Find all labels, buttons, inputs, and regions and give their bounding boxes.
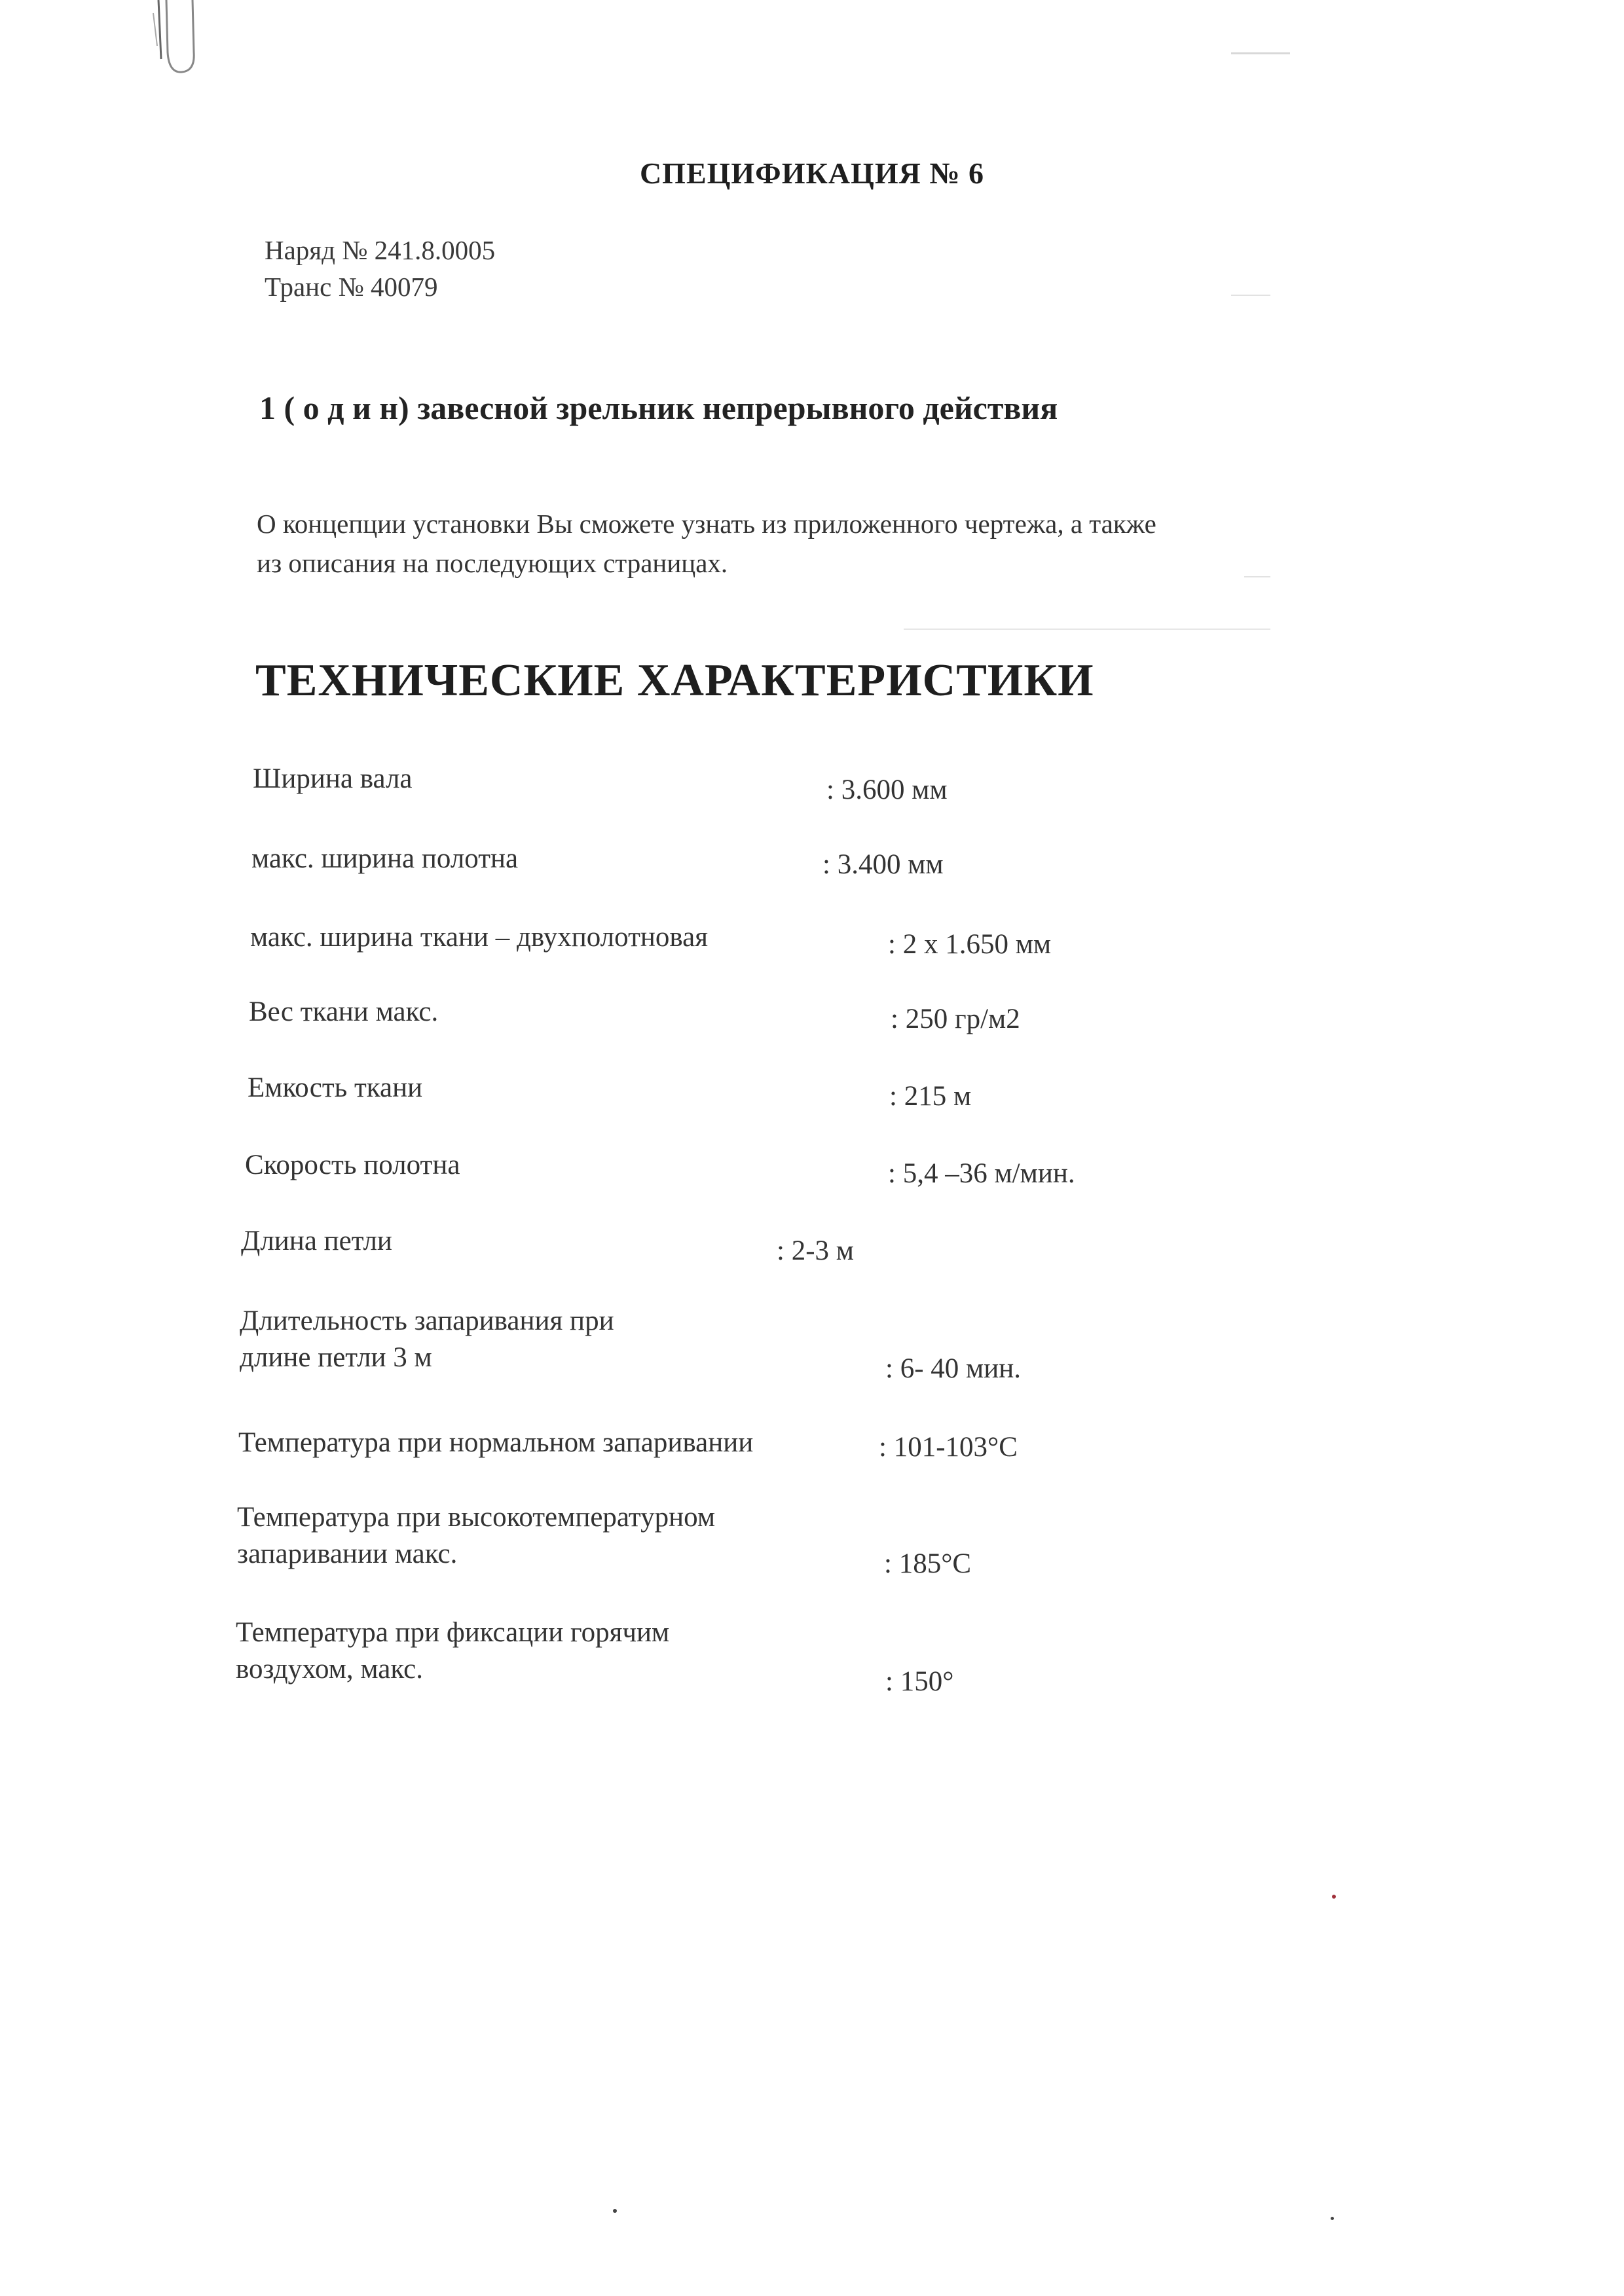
document-title: СПЕЦИФИКАЦИЯ № 6 <box>639 156 985 190</box>
spec-value: : 5,4 –36 м/мин. <box>888 1158 1075 1189</box>
spec-label: Вес ткани макс. <box>249 996 439 1027</box>
spec-label: Температура при нормальном запаривании <box>238 1427 754 1458</box>
scan-speck <box>1332 1895 1336 1899</box>
spec-label: Температура при фиксации горячим воздухом, макс. <box>236 1617 670 1685</box>
scan-noise <box>1244 576 1270 577</box>
spec-value: : 2 х 1.650 мм <box>888 929 1052 960</box>
spec-label: Температура при высокотемпературном запаривании макс. <box>237 1502 716 1569</box>
item-heading: 1 ( о д и н) завесной зрельник непрерывного действия <box>259 390 1058 426</box>
spec-value: : 150° <box>885 1666 954 1697</box>
spec-value: : 250 гр/м2 <box>891 1004 1020 1034</box>
intro-line-2: из описания на последующих страницах. <box>257 548 728 578</box>
scan-noise <box>904 629 1270 630</box>
scan-noise <box>1231 52 1290 54</box>
intro-line-1: О концепции установки Вы сможете узнать из приложенного чертежа, а также <box>257 509 1156 539</box>
specs-heading: ТЕХНИЧЕСКИЕ ХАРАКТЕРИСТИКИ <box>255 655 1094 706</box>
order-number: Наряд № 241.8.0005 <box>265 235 496 265</box>
spec-value: : 3.400 мм <box>822 849 944 880</box>
scan-noise <box>1231 295 1270 296</box>
spec-label: Длина петли <box>241 1226 392 1256</box>
spec-label: макс. ширина полотна <box>251 843 519 874</box>
spec-label: Ширина вала <box>253 763 413 794</box>
spec-value: : 2-3 м <box>777 1235 854 1266</box>
trans-number: Транс № 40079 <box>265 272 438 302</box>
spec-value: : 6- 40 мин. <box>885 1353 1022 1384</box>
spec-label: Скорость полотна <box>245 1150 460 1180</box>
staple-mark-icon <box>152 0 204 79</box>
scan-speck <box>1331 2217 1334 2220</box>
spec-value: : 101-103°С <box>879 1432 1018 1463</box>
spec-value: : 185°С <box>884 1548 972 1579</box>
spec-label: Емкость ткани <box>248 1072 423 1103</box>
spec-label: Длительность запаривания при длине петли 3 м <box>240 1305 614 1373</box>
spec-value: : 215 м <box>889 1081 972 1112</box>
spec-value: : 3.600 мм <box>826 774 948 805</box>
spec-label: макс. ширина ткани – двухполотновая <box>250 922 708 953</box>
scan-speck <box>613 2209 617 2213</box>
